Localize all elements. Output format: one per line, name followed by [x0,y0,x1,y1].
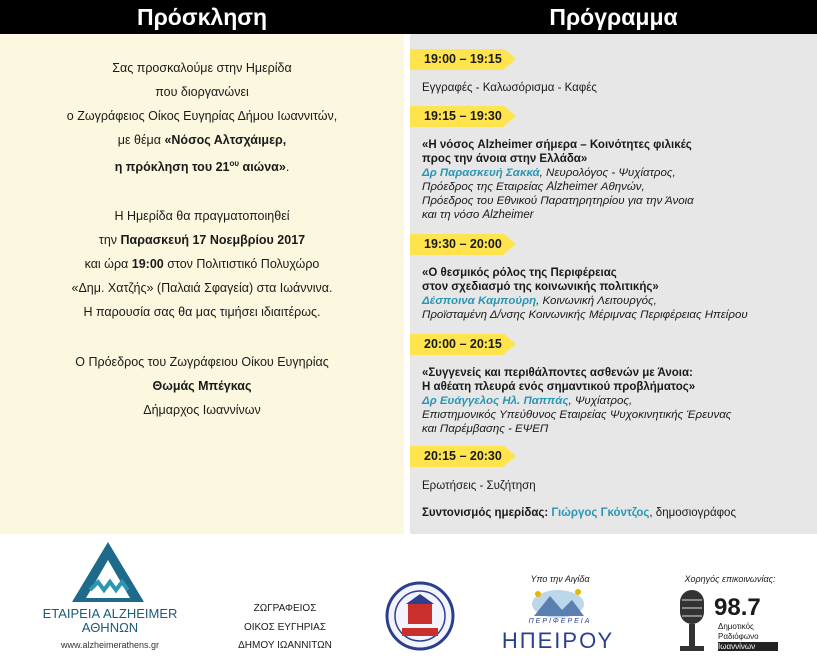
speaker-line: Δρ Ευάγγελος Ηλ. Παππάς, Ψυχίατρος, [422,395,633,407]
program-heading: Πρόγραμμα [549,4,678,30]
speaker-role: Πρόεδρος της Εταιρείας Alzheimer Αθηνών, [422,181,645,193]
moderator-line: Συντονισμός ημερίδας: Γιώργος Γκόντζος, δημοσιογράφος [422,507,736,519]
speaker-role: Πρόεδρος του Εθνικού Παρατηρητηρίου για την Άνοια [422,195,694,207]
invitation-line: που διοργανώνει [155,85,249,99]
time-slot-tag: 19:15 – 19:30 [410,106,504,127]
speaker-line: Δρ Παρασκευή Σακκά, Νευρολόγος - Ψυχίατρος, [422,167,676,179]
time-slot-tag: 19:30 – 20:00 [410,234,504,255]
session-text: Ερωτήσεις - Συζήτηση [422,480,536,492]
session-title: προς την άνοια στην Ελλάδα» [422,153,588,165]
signatory-name: Θωμάς Μπέγκας [152,379,252,393]
session-title: «Ο θεσμικός ρόλος της Περιφέρειας [422,267,617,279]
alzheimer-triangle-icon [70,540,146,604]
session-text: Εγγραφές - Καλωσόρισμα - Καφές [422,82,597,94]
speaker-role: και Παρέμβασης - ΕΨΕΠ [422,423,549,435]
alzheimer-name: ΑΘΗΝΩΝ [81,620,139,635]
speaker-line: Δέσποινα Καμπούρη, Κοινωνική Λειτουργός, [422,295,657,307]
invitation-line: Η Ημερίδα θα πραγματοποιηθεί [114,209,290,223]
session-title: στον σχεδιασμό της κοινωνικής πολιτικής» [422,281,659,293]
region-small-label: ΠΕΡΙΦΕΡΕΙΑ [528,618,592,625]
invitation-line: Ο Πρόεδρος του Ζωγράφειου Οίκου Ευγηρίας [75,355,329,369]
session-title: Η αθέατη πλευρά ενός σημαντικού προβλήματος» [422,381,696,393]
auspices-label: Υπο την Αιγίδα [530,574,590,584]
invitation-line: Η παρουσία σας θα μας τιμήσει ιδιαιτέρως. [83,305,321,319]
invitation-line: ο Ζωγράφειος Οίκος Ευγηρίας Δήμου Ιωαννιτών, [66,109,338,123]
invitation-time-line: και ώρα 19:00 στον Πολιτιστικό Πολυχώρο [84,257,320,271]
time-slot-tag: 20:15 – 20:30 [410,446,504,467]
alzheimer-name: ΕΤΑΙΡΕΙΑ ALZHEIMER [42,606,178,621]
radio-name: Ραδιόφωνο [718,632,759,641]
speaker-role: και τη νόσο Alzheimer [422,209,534,221]
municipality-seal-icon [384,580,456,652]
microphone-icon [672,588,712,654]
zografeios-name: ΖΩΓΡΑΦΕΙΟΣ [253,603,317,614]
invitation-line: Σας προσκαλούμε στην Ημερίδα [112,61,292,75]
radio-name: Ιωαννίνων [718,642,778,651]
zografeios-name: ΟΙΚΟΣ ΕΥΓΗΡΙΑΣ [243,622,327,633]
sponsor-label: Χορηγός επικοινωνίας: [684,574,776,584]
invitation-heading: Πρόσκληση [136,4,268,30]
alzheimer-url: www.alzheimerathens.gr [60,640,160,650]
session-title: «Η νόσος Alzheimer σήμερα – Κοινότητες φιλικές [422,139,692,151]
epirus-region-emblem-icon [528,586,588,620]
region-name: ΗΠΕΙΡΟΥ [501,628,615,653]
invitation-topic-line: η πρόκληση του $21^{o\upsilon}$ αιώνα». [114,159,290,175]
signatory-role: Δήμαρχος Ιωαννίνων [143,403,261,417]
radio-frequency: 98.7 [714,594,761,621]
zografeios-name: ΔΗΜΟΥ ΙΩΑΝΝΙΤΩΝ [238,640,332,651]
invitation-line: «Δημ. Χατζής» (Παλαιά Σφαγεία) στα Ιωάννινα. [71,281,333,295]
invitation-topic-line: με θέμα «Νόσος Αλτσχάιμερ, [117,133,287,147]
speaker-role: Επιστημονικός Υπεύθυνος Εταιρείας Ψυχοκινητικής Έρευνας [422,409,732,421]
time-slot-tag: 19:00 – 19:15 [410,49,504,70]
session-title: «Συγγενείς και περιθάλποντες ασθενών με Άνοια: [422,367,693,379]
time-slot-tag: 20:00 – 20:15 [410,334,504,355]
radio-name: Δημοτικός [718,622,754,631]
invitation-date-line: την Παρασκευή 17 Νοεμβρίου 2017 [98,233,306,247]
speaker-role: Προϊσταμένη Δ/νσης Κοινωνικής Μέριμνας Περιφέρειας Ηπείρου [422,309,748,321]
